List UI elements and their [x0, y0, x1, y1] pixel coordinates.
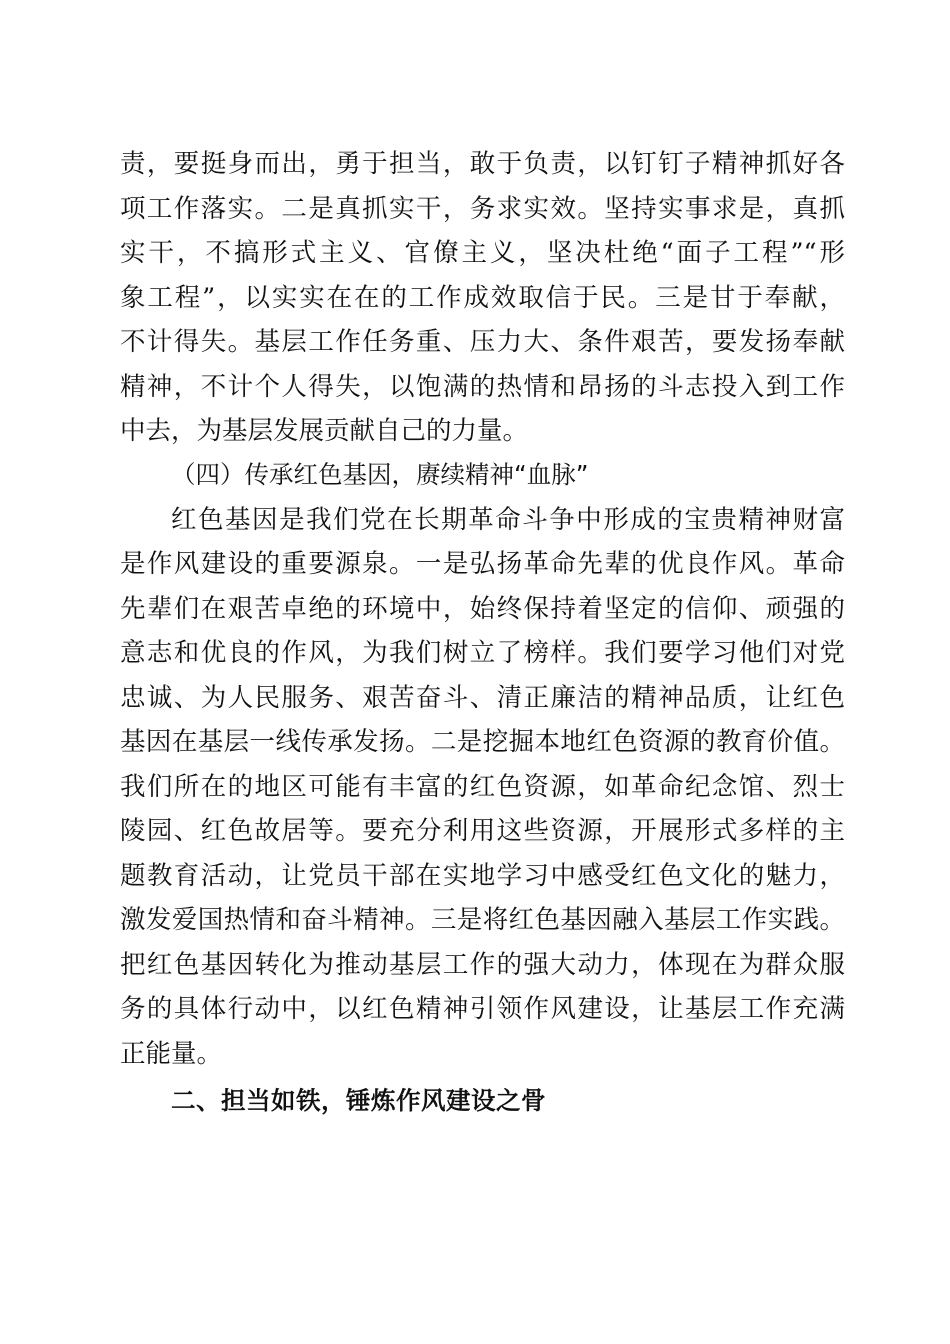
paragraph-1-line-3: 实干，不搞形式主义、官僚主义，坚决杜绝“面子工程”“形 — [120, 238, 845, 268]
paragraph-2-line-4: 意志和优良的作风，为我们树立了榜样。我们要学习他们对党 — [120, 638, 845, 668]
paragraph-2-line-5: 忠诚、为人民服务、艰苦奋斗、清正廉洁的精神品质，让红色 — [120, 683, 845, 713]
paragraph-1-line-7: 中去，为基层发展贡献自己的力量。 — [120, 416, 529, 446]
subheading-four: （四）传承红色基因，赓续精神“血脉” — [171, 460, 589, 489]
paragraph-1-line-6: 精神，不计个人得失，以饱满的热情和昂扬的斗志投入到工作 — [120, 372, 845, 402]
paragraph-1-line-5: 不计得失。基层工作任务重、压力大、条件艰苦，要发扬奉献 — [120, 327, 845, 357]
paragraph-1-line-4: 象工程”，以实实在在的工作成效取信于民。三是甘于奉献， — [120, 283, 845, 313]
paragraph-2-line-11: 把红色基因转化为推动基层工作的强大动力，体现在为群众服 — [120, 950, 845, 980]
paragraph-2-line-9: 题教育活动，让党员干部在实地学习中感受红色文化的魅力， — [120, 861, 845, 891]
section-heading-two: 二、担当如铁，锤炼作风建设之骨 — [171, 1086, 546, 1115]
paragraph-2-line-12: 务的具体行动中，以红色精神引领作风建设，让基层工作充满 — [120, 994, 845, 1024]
paragraph-2-line-7: 我们所在的地区可能有丰富的红色资源，如革命纪念馆、烈士 — [120, 772, 845, 802]
paragraph-1-line-1: 责，要挺身而出，勇于担当，敢于负责，以钉钉子精神抓好各 — [120, 149, 845, 179]
paragraph-2-line-6: 基因在基层一线传承发扬。二是挖掘本地红色资源的教育价值。 — [120, 727, 845, 757]
paragraph-1-line-2: 项工作落实。二是真抓实干，务求实效。坚持实事求是，真抓 — [120, 194, 845, 224]
paragraph-2-line-10: 激发爱国热情和奋斗精神。三是将红色基因融入基层工作实践。 — [120, 905, 845, 935]
paragraph-2-line-2: 是作风建设的重要源泉。一是弘扬革命先辈的优良作风。革命 — [120, 549, 845, 579]
paragraph-2-line-3: 先辈们在艰苦卓绝的环境中，始终保持着坚定的信仰、顽强的 — [120, 594, 845, 624]
paragraph-2-line-8: 陵园、红色故居等。要充分利用这些资源，开展形式多样的主 — [120, 816, 845, 846]
paragraph-2-line-13: 正能量。 — [120, 1039, 223, 1069]
paragraph-2-line-1: 红色基因是我们党在长期革命斗争中形成的宝贵精神财富 — [171, 505, 845, 535]
